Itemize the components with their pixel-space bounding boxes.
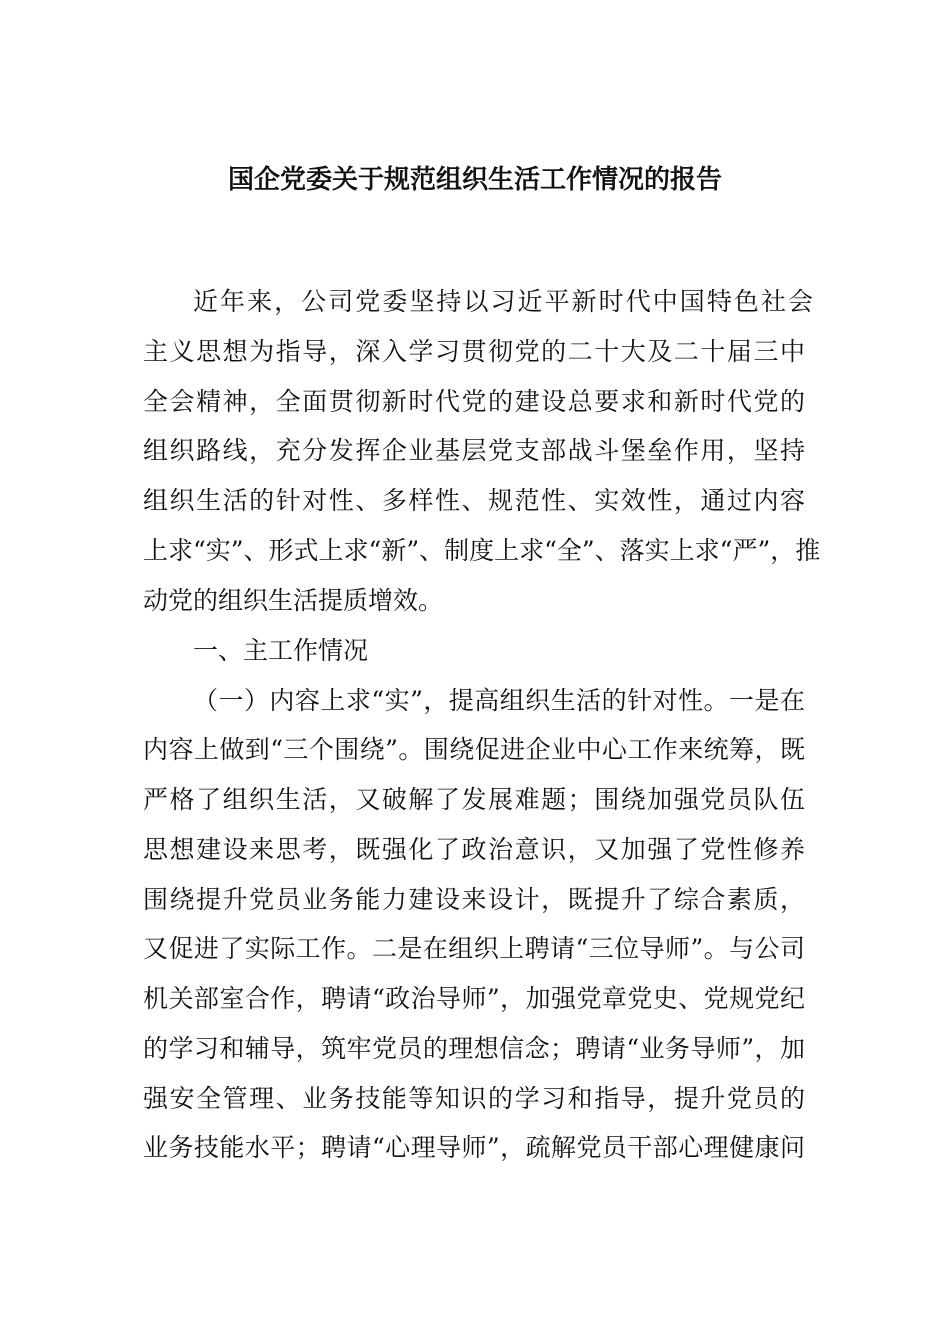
paragraph-line: 机关部室合作，聘请“政治导师”，加强党章党史、党规党纪 — [143, 984, 805, 1013]
paragraph-line: 组织路线，充分发挥企业基层党支部战斗堡垒作用，坚持 — [143, 436, 805, 465]
document-title: 国企党委关于规范组织生活工作情况的报告 — [227, 165, 722, 195]
paragraph-line: （一）内容上求“实”，提高组织生活的针对性。一是在 — [193, 686, 805, 715]
paragraph-line: 动党的组织生活提质增效。 — [143, 586, 444, 615]
paragraph-line: 强安全管理、业务技能等知识的学习和指导，提升党员的 — [143, 1084, 805, 1113]
paragraph-line: 近年来，公司党委坚持以习近平新时代中国特色社会 — [193, 287, 813, 316]
paragraph-line: 组织生活的针对性、多样性、规范性、实效性，通过内容 — [143, 486, 805, 515]
paragraph-line: 严格了组织生活，又破解了发展难题；围绕加强党员队伍 — [143, 785, 805, 814]
paragraph-line: 思想建设来思考，既强化了政治意识，又加强了党性修养 — [143, 835, 805, 864]
paragraph-line: 业务技能水平；聘请“心理导师”，疏解党员干部心理健康问 — [143, 1133, 805, 1162]
paragraph-line: 又促进了实际工作。二是在组织上聘请“三位导师”。与公司 — [143, 934, 805, 963]
paragraph-line: 全会精神，全面贯彻新时代党的建设总要求和新时代党的 — [143, 387, 805, 416]
section-heading: 一、主工作情况 — [193, 636, 369, 665]
paragraph-line: 内容上做到“三个围绕”。围绕促进企业中心工作来统筹，既 — [143, 735, 805, 764]
paragraph-line: 上求“实”、形式上求“新”、制度上求“全”、落实上求“严”，推 — [143, 536, 821, 565]
paragraph-line: 围绕提升党员业务能力建设来设计，既提升了综合素质， — [143, 885, 805, 914]
paragraph-line: 的学习和辅导，筑牢党员的理想信念；聘请“业务导师”，加 — [143, 1034, 805, 1063]
paragraph-line: 主义思想为指导，深入学习贯彻党的二十大及二十届三中 — [143, 337, 805, 366]
